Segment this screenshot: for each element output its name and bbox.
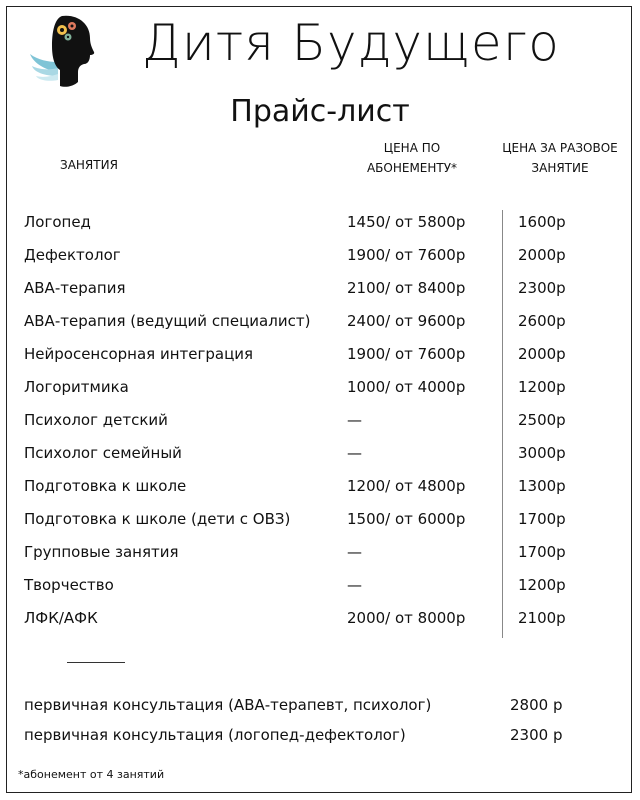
consultation-name: первичная консультация (АВА-терапевт, психолог)	[24, 696, 432, 714]
single-price: 1700р	[518, 510, 566, 528]
price-row	[0, 338, 640, 371]
activity-name: Психолог семейный	[24, 444, 182, 462]
single-price: 1200р	[518, 576, 566, 594]
price-row	[0, 272, 640, 305]
subscription-price: —	[347, 444, 362, 462]
activity-name: Логопед	[24, 213, 91, 231]
column-header-single-line1: ЦЕНА ЗА РАЗОВОЕ	[502, 141, 618, 155]
consultation-row	[0, 720, 640, 750]
price-row	[0, 404, 640, 437]
price-table	[0, 206, 640, 635]
single-price: 1600р	[518, 213, 566, 231]
brand-name: Дитя Будущего	[142, 14, 560, 72]
subscription-price: 2000/ от 8000р	[347, 609, 466, 627]
activity-name: Групповые занятия	[24, 543, 179, 561]
single-price: 1200р	[518, 378, 566, 396]
section-divider	[67, 662, 125, 663]
subscription-price: 1900/ от 7600р	[347, 246, 466, 264]
subscription-price: —	[347, 576, 362, 594]
subscription-price: 2100/ от 8400р	[347, 279, 466, 297]
activity-name: Подготовка к школе (дети с ОВЗ)	[24, 510, 291, 528]
consultation-price: 2300 р	[510, 726, 563, 744]
price-row	[0, 206, 640, 239]
price-row	[0, 239, 640, 272]
activity-name: Дефектолог	[24, 246, 121, 264]
activity-name: ЛФК/АФК	[24, 609, 98, 627]
single-price: 2100р	[518, 609, 566, 627]
subscription-price: —	[347, 411, 362, 429]
column-header-single	[486, 138, 634, 178]
price-row	[0, 503, 640, 536]
column-header-subscription	[332, 138, 492, 178]
column-header-activity: ЗАНЯТИЯ	[60, 158, 118, 172]
consultation-row	[0, 690, 640, 720]
activity-name: АВА-терапия	[24, 279, 126, 297]
price-row	[0, 536, 640, 569]
consultation-list	[0, 690, 640, 750]
activity-name: Подготовка к школе	[24, 477, 187, 495]
column-header-subscription-line1: ЦЕНА ПО	[383, 141, 441, 155]
price-row	[0, 437, 640, 470]
single-price: 1700р	[518, 543, 566, 561]
activity-name: Творчество	[24, 576, 114, 594]
child-silhouette-logo	[28, 10, 100, 90]
activity-name: Психолог детский	[24, 411, 168, 429]
activity-name: АВА-терапия (ведущий специалист)	[24, 312, 311, 330]
single-price: 2300р	[518, 279, 566, 297]
subscription-price: 1200/ от 4800р	[347, 477, 466, 495]
activity-name: Логоритмика	[24, 378, 129, 396]
subscription-price: 1000/ от 4000р	[347, 378, 466, 396]
subscription-price: —	[347, 543, 362, 561]
single-price: 1300р	[518, 477, 566, 495]
consultation-name: первичная консультация (логопед-дефектолог)	[24, 726, 406, 744]
consultation-price: 2800 р	[510, 696, 563, 714]
price-row	[0, 470, 640, 503]
single-price: 3000р	[518, 444, 566, 462]
single-price: 2600р	[518, 312, 566, 330]
single-price: 2000р	[518, 345, 566, 363]
price-row	[0, 602, 640, 635]
single-price: 2500р	[518, 411, 566, 429]
subscription-price: 2400/ от 9600р	[347, 312, 466, 330]
single-price: 2000р	[518, 246, 566, 264]
price-row	[0, 569, 640, 602]
subscription-price: 1500/ от 6000р	[347, 510, 466, 528]
price-row	[0, 371, 640, 404]
subscription-price: 1900/ от 7600р	[347, 345, 466, 363]
price-row	[0, 305, 640, 338]
footnote: *абонемент от 4 занятий	[18, 768, 165, 781]
column-header-subscription-line2: АБОНЕМЕНТУ*	[366, 161, 458, 175]
column-header-single-line2: ЗАНЯТИЕ	[531, 161, 589, 175]
activity-name: Нейросенсорная интеграция	[24, 345, 254, 363]
subscription-price: 1450/ от 5800р	[347, 213, 466, 231]
page-title: Прайс-лист	[230, 94, 410, 129]
